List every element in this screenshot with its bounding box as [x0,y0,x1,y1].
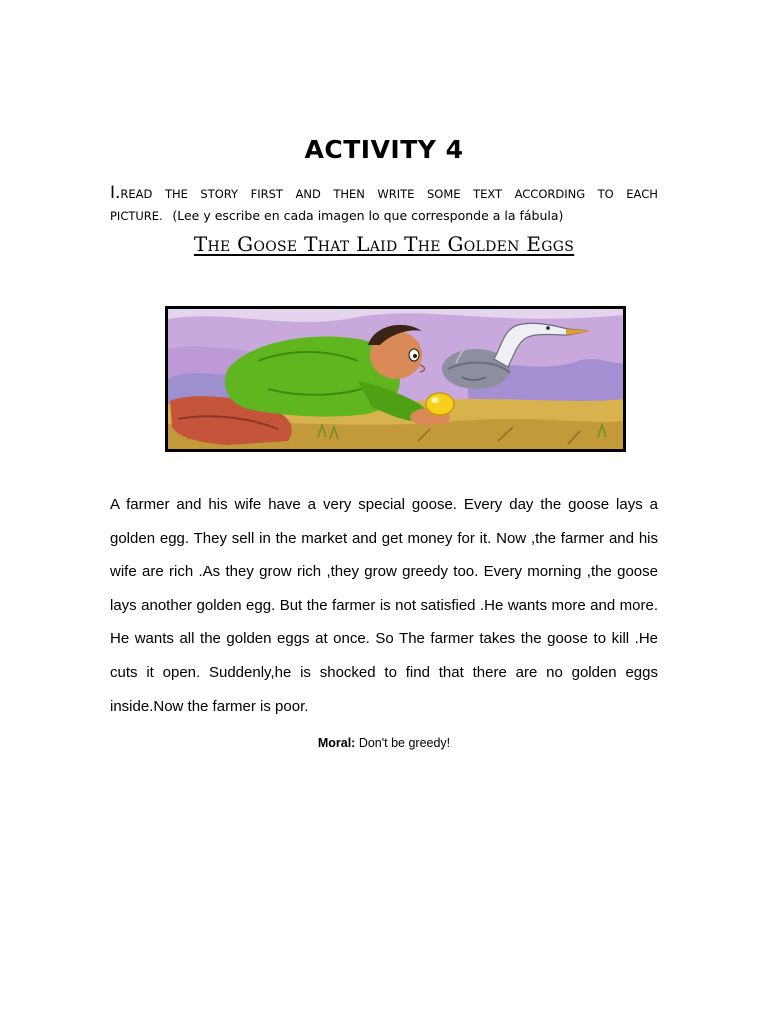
instruction-word: THE [164,187,188,201]
farmer-goose-golden-egg-illustration [168,309,623,449]
instruction-word: ACCORDING [514,187,586,201]
instruction-word: THEN [333,187,365,201]
instruction-word: WRITE [377,187,415,201]
story-illustration [165,306,626,452]
instruction-spanish-note: (Lee y escribe en cada imagen lo que corresponde a la fábula) [172,208,564,223]
instruction-picture-word: PICTURE. [110,209,163,223]
activity-heading: ACTIVITY 4 [304,135,464,164]
story-title-text: The Goose That Laid The Golden Eggs [193,232,575,256]
instruction-word: I.READ [110,183,153,203]
story-paragraph: A farmer and his wife have a very special goose. Every day the goose lays a golden egg. They sell in the market and get money for it. Now ,the farmer and his wife are rich .As they grow rich ,they grow greedy too. Every morning ,the goose lays another golden egg. But the farmer is not satisfied .He wants more and more. He wants all the golden eggs at once. So The farmer takes the goose to kill .He cuts it open. Suddenly,he is shocked to find that there are no golden eggs inside.Now the farmer is poor. [110,496,658,715]
instruction-word: AND [295,187,321,201]
instruction-word: TO [597,187,614,201]
instruction-block [110,184,658,227]
moral-text: Don't be greedy! [358,736,451,750]
instruction-line-2 [110,205,658,227]
instruction-word: TEXT [473,187,503,201]
instruction-word: EACH [626,187,658,201]
moral-label: Moral: [317,736,356,750]
instruction-word: STORY [200,187,239,201]
instruction-word: SOME [426,187,461,201]
instruction-line-1 [110,184,658,205]
story-title [0,232,768,256]
moral-line [0,736,768,750]
instruction-word: FIRST [250,187,283,201]
